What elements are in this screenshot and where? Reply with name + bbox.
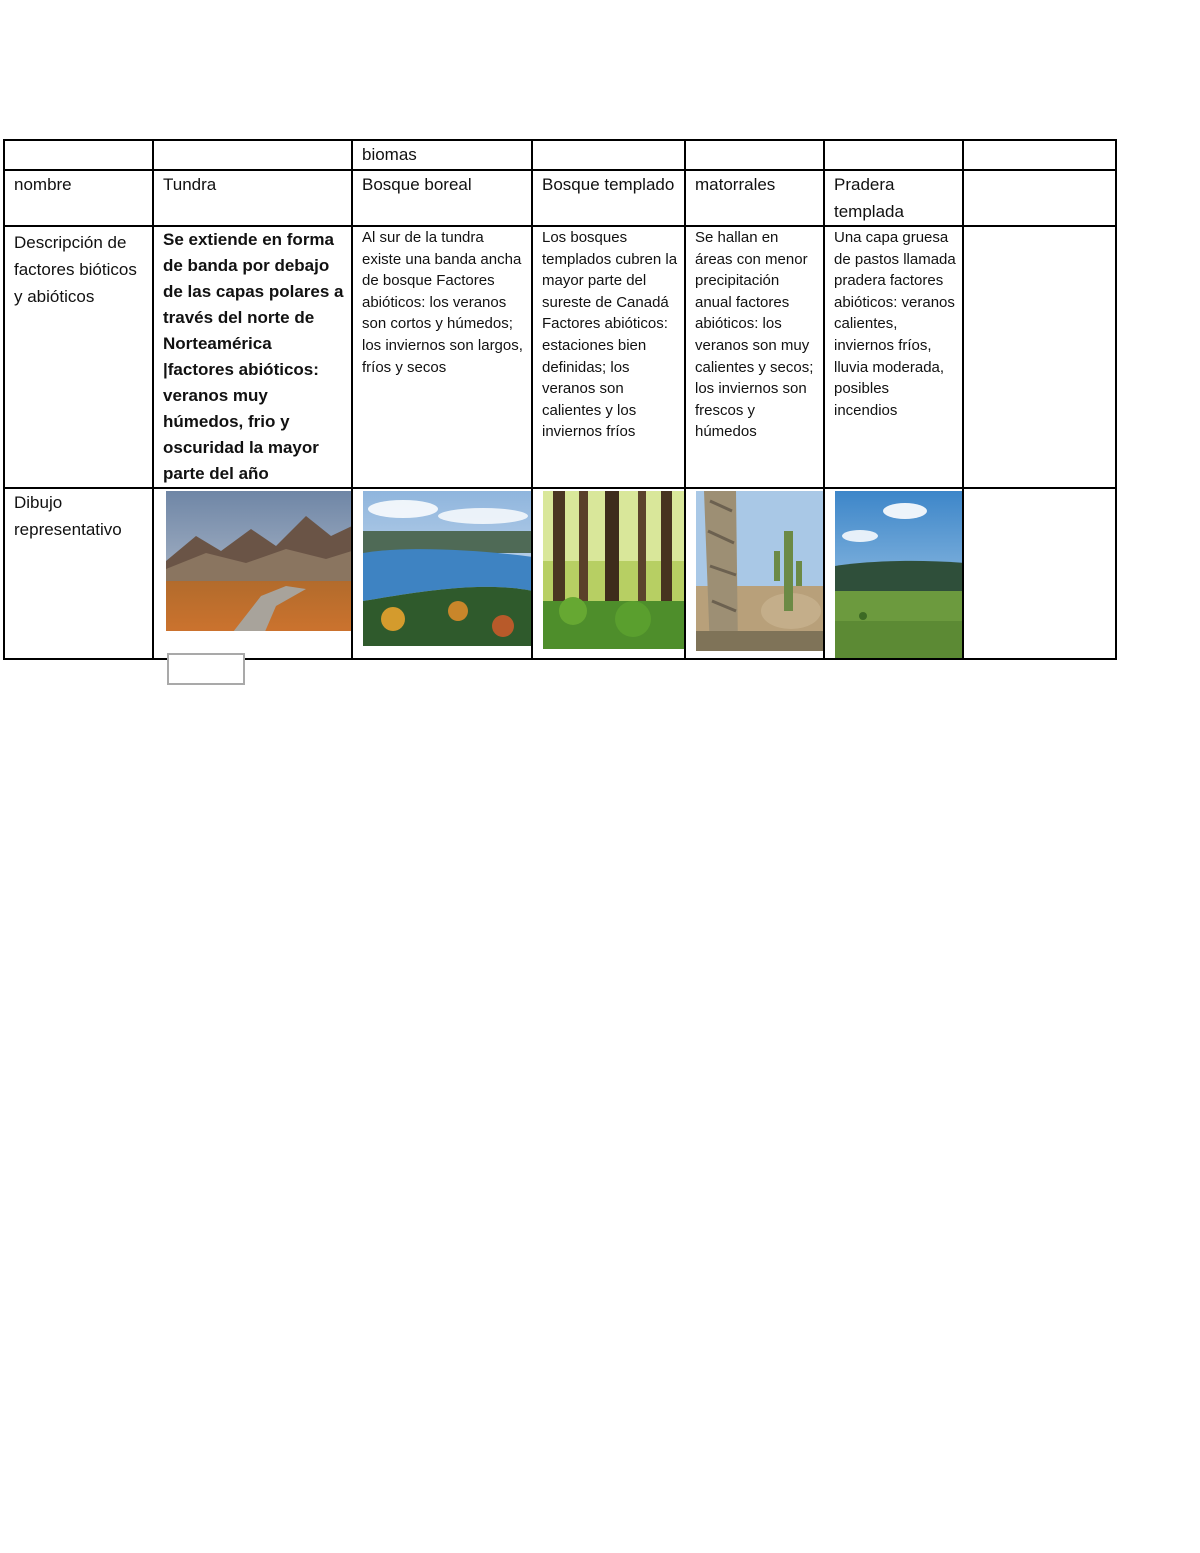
header-row [4,140,1116,170]
image-cell-boreal [352,488,532,659]
tundra-landscape-photo [166,491,352,641]
biome-name-templado: Bosque templado [532,170,685,226]
header-cell-biomas: biomas [352,140,532,170]
header-cell [153,140,352,170]
selected-empty-cell[interactable] [167,653,245,685]
temperate-forest-photo [543,491,685,649]
image-cell-empty [963,488,1116,659]
header-cell [685,140,824,170]
biome-name-pradera: Pradera templada [824,170,963,226]
biomes-table [3,139,1117,660]
description-templado: Los bosques templados cubren la mayor parte del sureste de Canadá Factores abióticos: estaciones bien definidas; los veranos son calientes y los inviernos fríos [532,226,685,488]
row-label-nombre: nombre [4,170,153,226]
image-cell-pradera [824,488,963,659]
biome-name-tundra: Tundra [153,170,352,226]
image-cell-templado [532,488,685,659]
biome-name-boreal: Bosque boreal [352,170,532,226]
header-cell [963,140,1116,170]
row-label-dibujo: Dibujo representativo [4,488,153,659]
cactus-scrubland-photo [696,491,824,651]
header-cell [824,140,963,170]
boreal-forest-lake-photo [363,491,532,646]
image-cell-matorrales [685,488,824,659]
name-row [4,170,1116,226]
header-cell [532,140,685,170]
description-empty [963,226,1116,488]
image-cell-tundra [153,488,352,659]
description-tundra: Se extiende en forma de banda por debajo de las capas polares a través del norte de Norteamérica |factores abióticos: veranos muy húmedos, frio y oscuridad la mayor parte del año [153,226,352,488]
description-row [4,226,1116,488]
header-cell [4,140,153,170]
biome-name-empty [963,170,1116,226]
description-matorrales: Se hallan en áreas con menor precipitación anual factores abióticos: los veranos son muy calientes y secos; los inviernos son frescos y húmedos [685,226,824,488]
grassland-prairie-photo [835,491,963,659]
description-pradera: Una capa gruesa de pastos llamada pradera factores abióticos: veranos calientes, inviernos fríos, lluvia moderada, posibles incendios [824,226,963,488]
image-row [4,488,1116,659]
biomes-table-sheet [3,139,1117,660]
description-boreal: Al sur de la tundra existe una banda ancha de bosque Factores abióticos: los veranos son cortos y húmedos; los inviernos son largos, fríos y secos [352,226,532,488]
row-label-descripcion: Descripción de factores bióticos y abióticos [4,226,153,488]
biome-name-matorrales: matorrales [685,170,824,226]
